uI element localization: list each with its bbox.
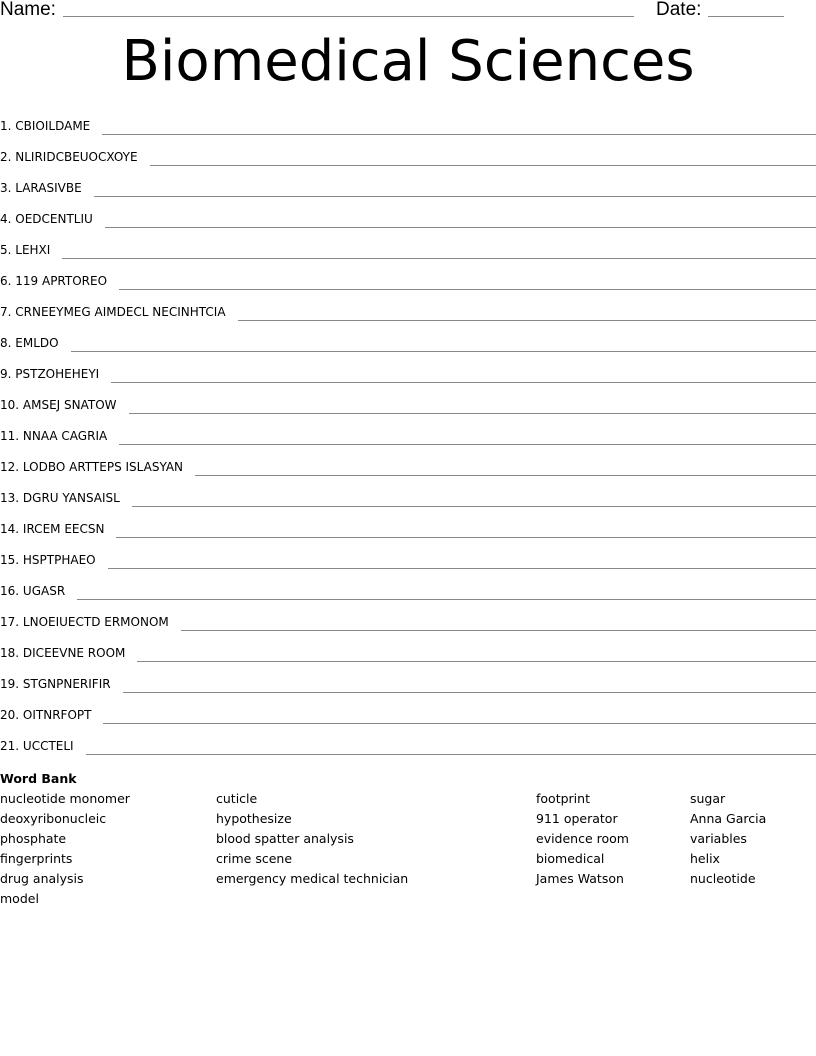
date-label: Date: [656,0,702,20]
question-row [0,294,816,325]
question-number: 12. [0,460,23,474]
word-bank-item: 911 operator [536,811,618,826]
question-number: 3. [0,181,16,195]
word-bank-item: drug analysis [0,871,84,886]
answer-line[interactable] [123,691,816,693]
word-bank-item: fingerprints [0,851,73,866]
word-bank-item: James Watson [536,871,624,886]
question-number: 2. [0,150,16,164]
question-number: 7. [0,305,16,319]
question-number: 8. [0,336,16,350]
question-row [0,263,816,294]
name-field-line[interactable] [63,16,634,17]
scrambled-word: CRNEEYMEG AIMDECL NECINHTCIA [15,305,226,319]
answer-line[interactable] [129,412,816,414]
question-number: 20. [0,708,23,722]
word-bank-column [536,790,629,890]
word-bank-item: blood spatter analysis [216,831,354,846]
scrambled-word: IRCEM EECSN [22,522,105,536]
scrambled-word: PSTZOHEHEYI [15,367,100,381]
word-bank-item: variables [690,831,747,846]
word-bank-item: hypothesize [216,811,292,826]
question-number: 13. [0,491,23,505]
scrambled-word: AMSEJ SNATOW [22,398,117,412]
question-number: 15. [0,553,23,567]
answer-line[interactable] [108,567,816,569]
scrambled-word: STGNPNERIFIR [22,677,111,691]
word-bank-column [690,790,766,890]
scrambled-word: NNAA CAGRIA [22,429,108,443]
scrambled-word: OEDCENTLIU [15,212,93,226]
word-bank-item: nucleotide monomer [0,791,130,806]
question-row [0,387,816,418]
answer-line[interactable] [181,629,816,631]
word-bank-item: biomedical [536,851,605,866]
word-bank-item: footprint [536,791,590,806]
page-title: Biomedical Sciences [121,29,695,94]
question-row [0,480,816,511]
question-list [0,108,816,759]
question-row [0,604,816,635]
answer-line[interactable] [238,319,816,321]
word-bank-item: crime scene [216,851,293,866]
question-row [0,232,816,263]
answer-line[interactable] [94,195,816,197]
question-row [0,418,816,449]
scrambled-word: 119 APRTOREO [15,274,108,288]
scrambled-word: OITNRFOPT [22,708,92,722]
question-number: 14. [0,522,23,536]
question-number: 17. [0,615,23,629]
question-number: 9. [0,367,16,381]
date-field-line[interactable] [708,16,784,17]
word-bank-column [0,790,130,910]
answer-line[interactable] [119,443,816,445]
scrambled-word: LARASIVBE [15,181,82,195]
word-bank [0,770,816,930]
question-row [0,635,816,666]
question-number: 16. [0,584,23,598]
answer-line[interactable] [132,505,816,507]
answer-line[interactable] [195,474,816,476]
scrambled-word: CBIOILDAME [15,119,91,133]
question-number: 4. [0,212,16,226]
question-number: 11. [0,429,23,443]
word-bank-column [216,790,408,890]
word-bank-item: deoxyribonucleic [0,811,107,826]
word-bank-item: cuticle [216,791,258,806]
answer-line[interactable] [116,536,816,538]
question-row [0,542,816,573]
answer-line[interactable] [137,660,816,662]
question-number: 10. [0,398,23,412]
question-row [0,511,816,542]
answer-line[interactable] [77,598,816,600]
word-bank-item: phosphate [0,831,67,846]
question-row [0,573,816,604]
question-row [0,356,816,387]
question-row [0,728,816,759]
question-row [0,139,816,170]
scrambled-word: NLIRIDCBEUOCXOYE [15,150,138,164]
header [0,0,816,22]
scrambled-word: DGRU YANSAISL [22,491,120,505]
question-row [0,325,816,356]
word-bank-item: emergency medical technician [216,871,409,886]
word-bank-item: Anna Garcia [690,811,767,826]
answer-line[interactable] [71,350,816,352]
word-bank-item: model [0,891,39,906]
scrambled-word: LODBO ARTTEPS ISLASYAN [22,460,184,474]
answer-line[interactable] [150,164,816,166]
answer-line[interactable] [119,288,816,290]
word-bank-item: sugar [690,791,726,806]
question-row [0,170,816,201]
word-bank-title: Word Bank [0,771,77,786]
word-bank-item: helix [690,851,720,866]
scrambled-word: UGASR [22,584,66,598]
question-row [0,449,816,480]
scrambled-word: UCCTELI [22,739,74,753]
answer-line[interactable] [102,133,816,135]
question-row [0,108,816,139]
scrambled-word: LEHXI [15,243,51,257]
name-label: Name: [0,0,56,20]
answer-line[interactable] [62,257,816,259]
answer-line[interactable] [105,226,816,228]
scrambled-word: HSPTPHAEO [22,553,96,567]
question-number: 19. [0,677,23,691]
answer-line[interactable] [86,753,816,755]
word-bank-item: evidence room [536,831,629,846]
word-bank-item: nucleotide [690,871,756,886]
scrambled-word: LNOEIUECTD ERMONOM [22,615,169,629]
question-number: 18. [0,646,23,660]
question-number: 1. [0,119,16,133]
answer-line[interactable] [103,722,816,724]
question-number: 21. [0,739,23,753]
question-row [0,666,816,697]
answer-line[interactable] [111,381,816,383]
question-number: 6. [0,274,16,288]
scrambled-word: EMLDO [15,336,59,350]
question-row [0,201,816,232]
scrambled-word: DICEEVNE ROOM [22,646,126,660]
question-row [0,697,816,728]
word-bank-grid [0,790,816,930]
question-number: 5. [0,243,16,257]
